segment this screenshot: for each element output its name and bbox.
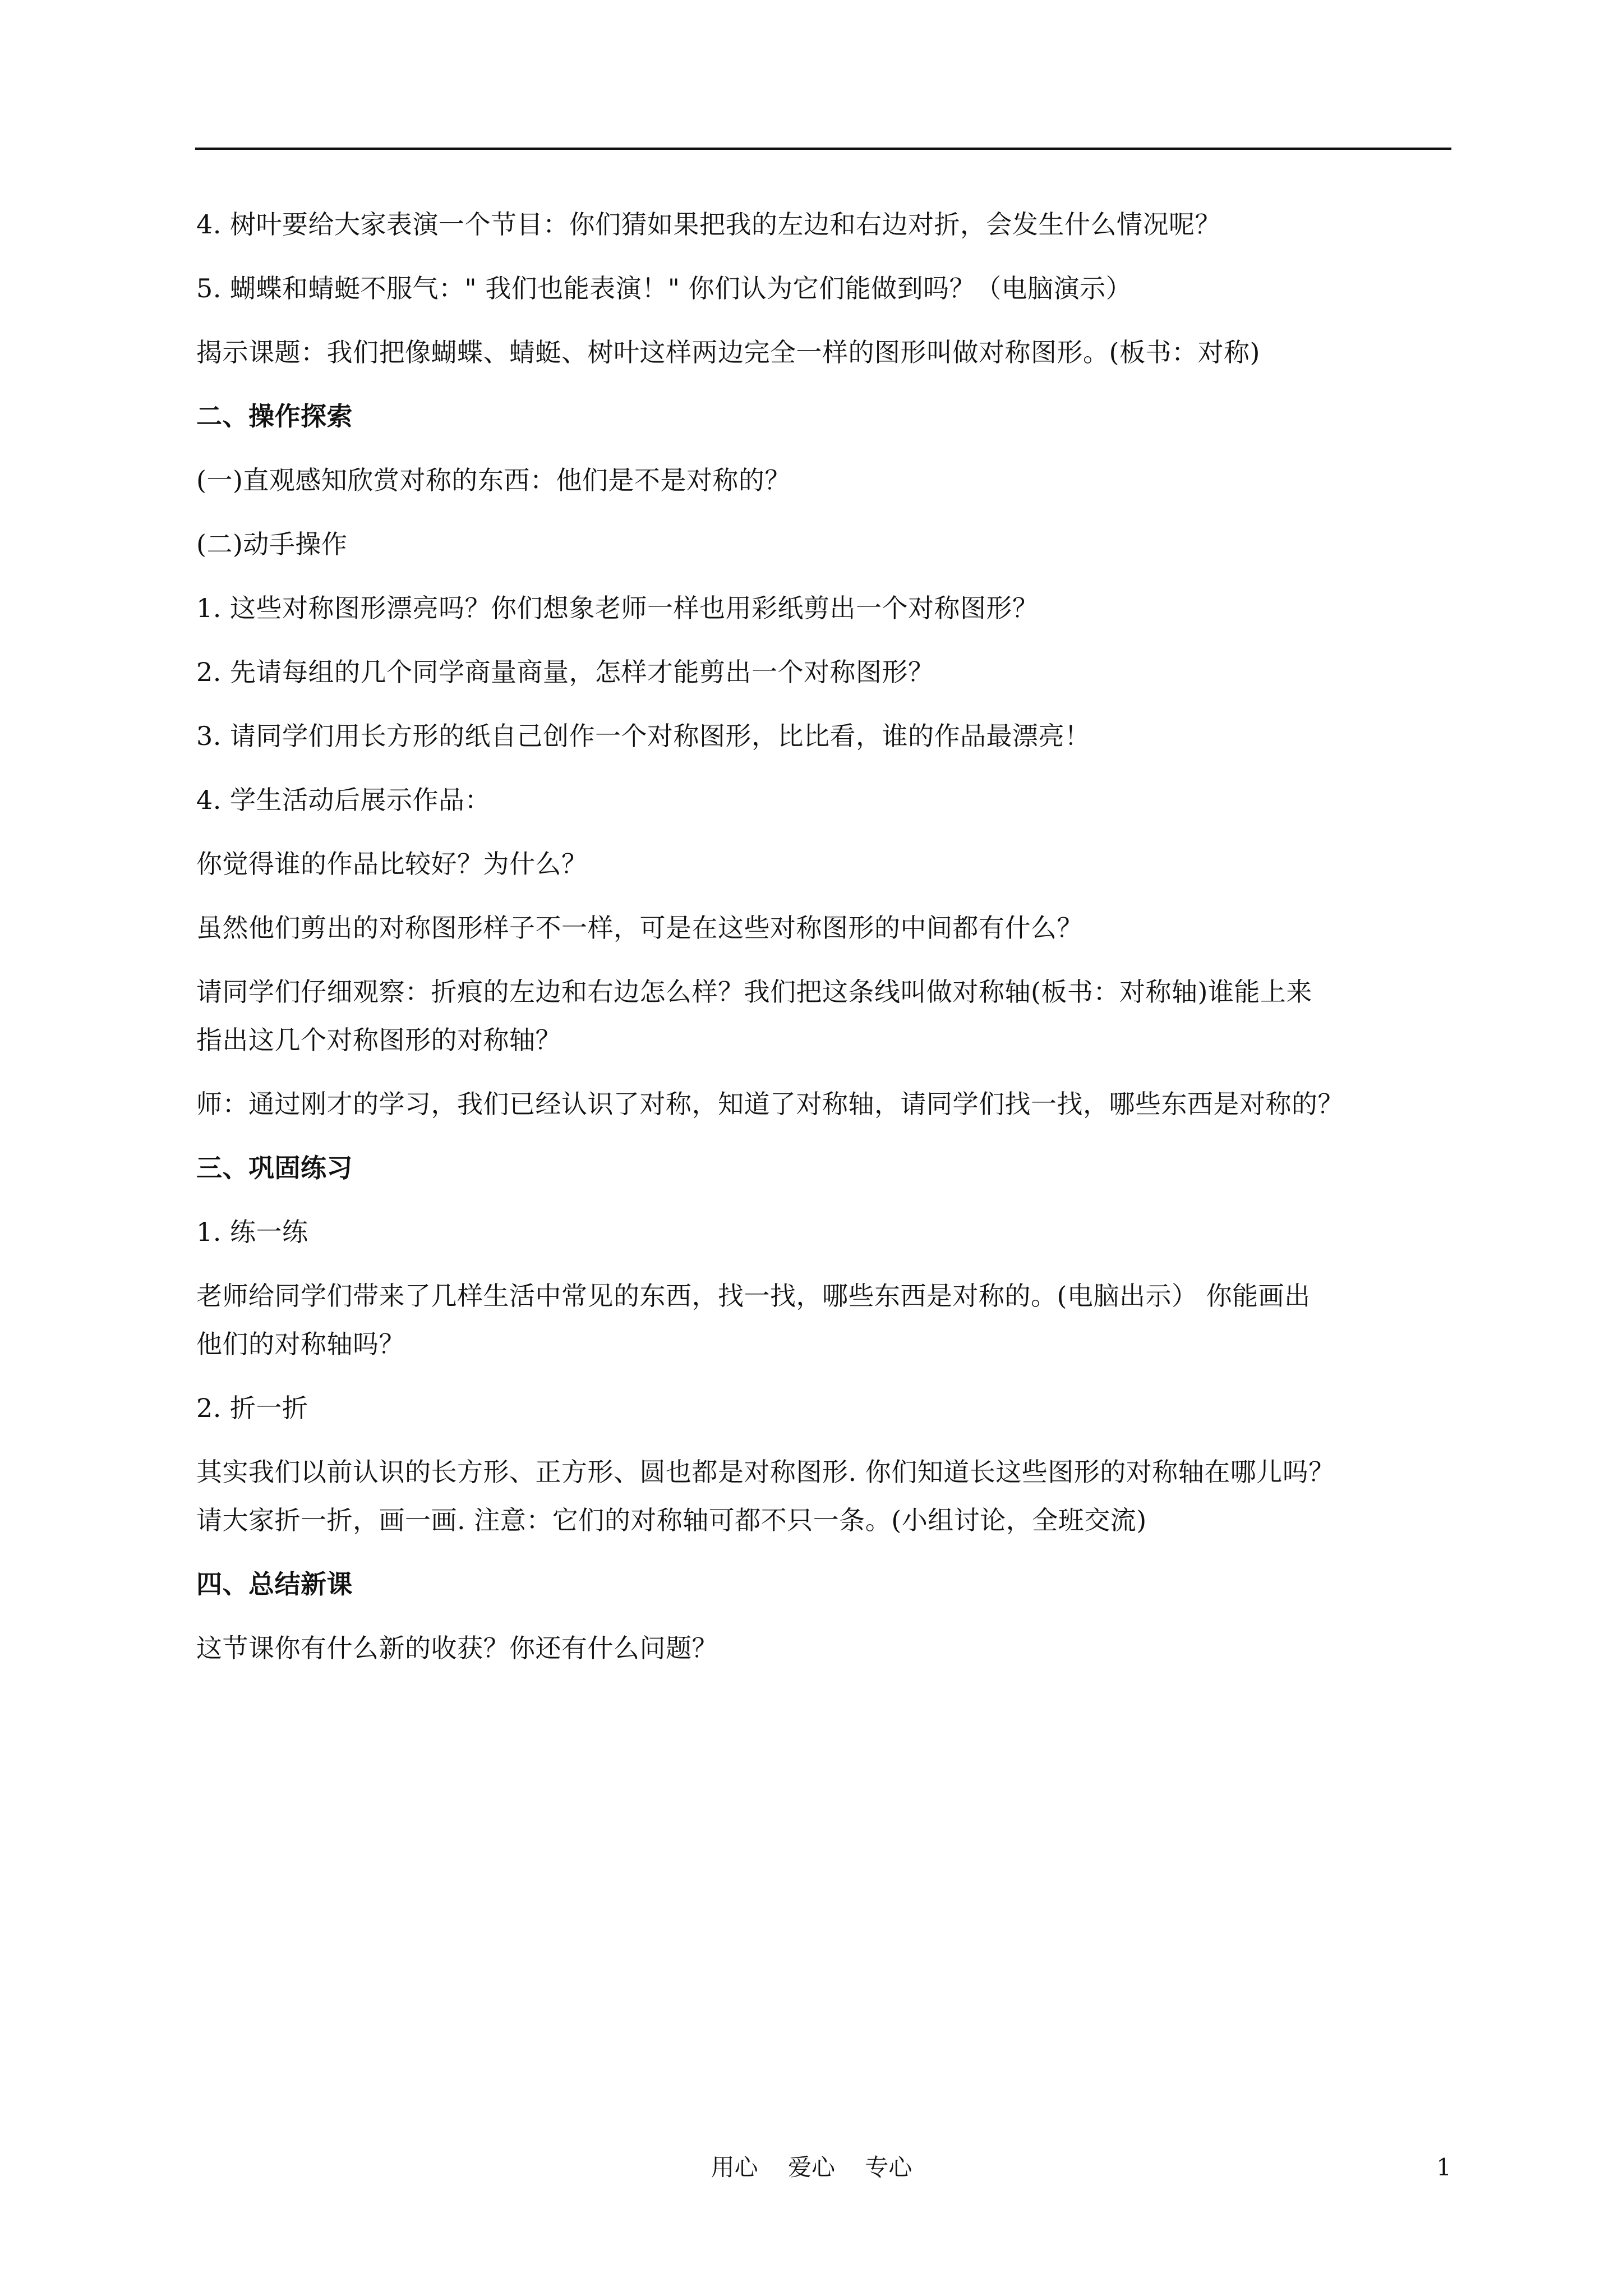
subsection-heading-1: (一)直观感知欣赏对称的东西：他们是不是对称的？ — [196, 465, 791, 495]
document-body — [196, 209, 1451, 1696]
paragraph-summary: 这节课你有什么新的收获？你还有什么问题？ — [196, 1633, 718, 1663]
paragraph-question-best: 你觉得谁的作品比较好？为什么？ — [196, 849, 588, 879]
paragraph-step-1: 1. 这些对称图形漂亮吗？你们想象老师一样也用彩纸剪出一个对称图形？ — [196, 593, 1039, 623]
page-number: 1 — [1436, 2154, 1451, 2181]
paragraph-teacher: 师：通过刚才的学习，我们已经认识了对称，知道了对称轴，请同学们找一找，哪些东西是对称的？ — [196, 1089, 1344, 1119]
paragraph-item-4: 4. 树叶要给大家表演一个节目：你们猜如果把我的左边和右边对折，会发生什么情况呢？ — [196, 209, 1221, 240]
paragraph-topic-reveal: 揭示课题：我们把像蝴蝶、蜻蜓、树叶这样两边完全一样的图形叫做对称图形。(板书：对称) — [196, 337, 1260, 367]
footer-motto: 用心 爱心 专心 — [711, 2154, 912, 2181]
paragraph-item-5: 5. 蝴蝶和蜻蜓不服气：" 我们也能表演！" 你们认为它们能做到吗？（电脑演示） — [196, 273, 1132, 303]
paragraph-step-4: 4. 学生活动后展示作品： — [196, 785, 491, 815]
exercise-heading-1: 1. 练一练 — [196, 1217, 308, 1247]
paragraph-step-3: 3. 请同学们用长方形的纸自己创作一个对称图形，比比看，谁的作品最漂亮！ — [196, 721, 1091, 751]
paragraph-observe-line-2: 指出这几个对称图形的对称轴？ — [196, 1025, 561, 1055]
subsection-heading-2: (二)动手操作 — [196, 529, 348, 559]
section-heading-4: 四、总结新课 — [196, 1569, 353, 1599]
section-heading-2: 二、操作探索 — [196, 401, 353, 431]
paragraph-question-middle: 虽然他们剪出的对称图形样子不一样，可是在这些对称图形的中间都有什么？ — [196, 913, 1083, 943]
paragraph-exercise-2-line-2: 请大家折一折，画一画. 注意：它们的对称轴可都不只一条。(小组讨论，全班交流) — [196, 1505, 1147, 1535]
paragraph-exercise-1-line-1: 老师给同学们带来了几样生活中常见的东西，找一找，哪些东西是对称的。(电脑出示） 你能画出 — [196, 1281, 1311, 1311]
exercise-heading-2: 2. 折一折 — [196, 1393, 308, 1423]
header-rule — [195, 148, 1451, 150]
section-heading-3: 三、巩固练习 — [196, 1153, 353, 1183]
paragraph-exercise-1-line-2: 他们的对称轴吗？ — [196, 1329, 405, 1359]
paragraph-observe-line-1: 请同学们仔细观察：折痕的左边和右边怎么样？我们把这条线叫做对称轴(板书：对称轴)谁能上来 — [196, 977, 1312, 1007]
paragraph-exercise-2-line-1: 其实我们以前认识的长方形、正方形、圆也都是对称图形. 你们知道长这些图形的对称轴在哪儿吗？ — [196, 1457, 1335, 1487]
paragraph-step-2: 2. 先请每组的几个同学商量商量，怎样才能剪出一个对称图形？ — [196, 657, 934, 687]
